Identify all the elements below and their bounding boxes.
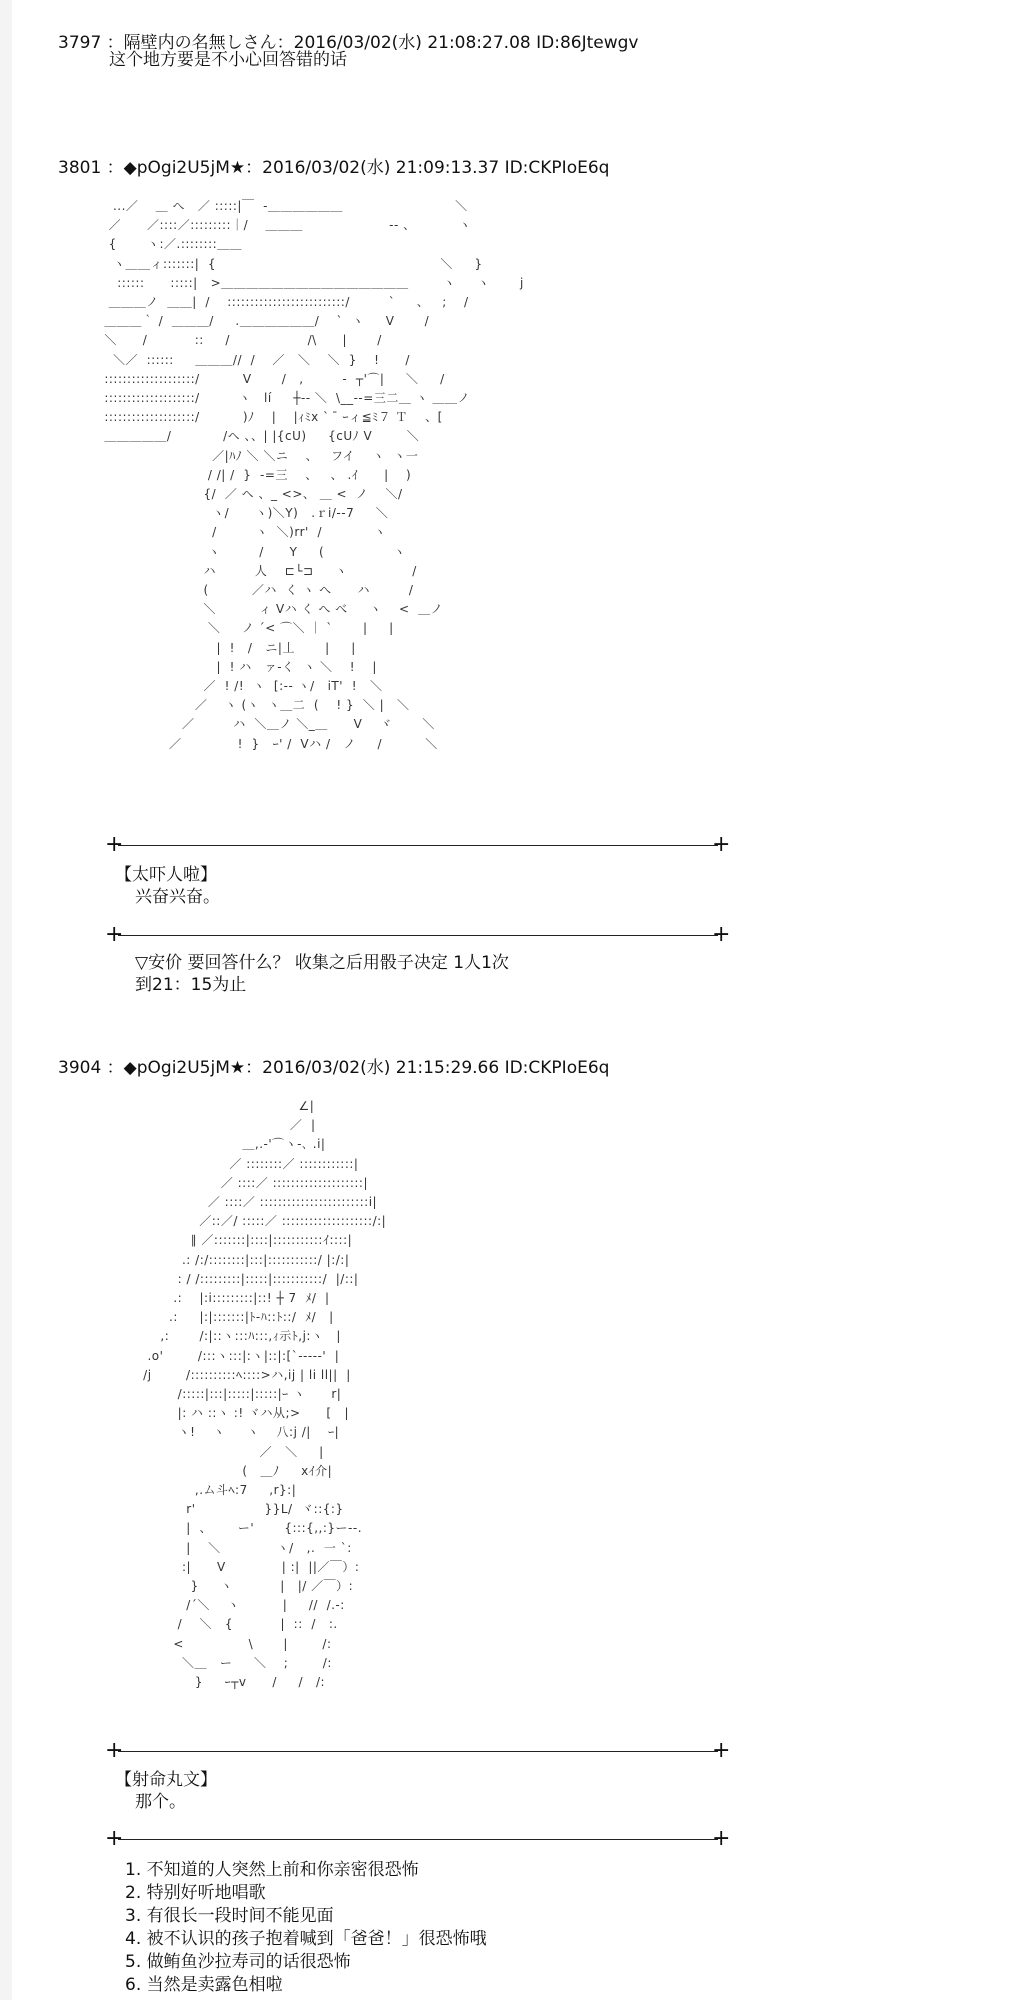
page-left-strip <box>0 0 12 2000</box>
list-item: 5. 做鲔鱼沙拉寿司的话很恐怖 <box>125 1952 351 1972</box>
divider-plus-right: + <box>712 1826 731 1851</box>
post-header-3904: 3904 ：◆pOgi2U5jM★：2016/03/02(水) 21:15:29.66 ID:CKPIoE6q <box>58 1058 610 1078</box>
divider-plus-left: + <box>105 922 124 947</box>
divider-plus-right: + <box>712 1738 731 1763</box>
post-header-3797: 3797 ：隔壁内の名無しさん：2016/03/02(水) 21:08:27.08 ID:86Jtewgv <box>58 33 639 53</box>
speaker-line-3801: 兴奋兴奋。 <box>135 887 220 907</box>
ascii-art-3801: ...／ ＿ へ ／ :::::|￣ -＿＿＿＿＿＿ ＼ ／ ／::::／:::::::::｜/ ＿＿＿ -- 、 ヽ { ヽ:／.::::::::＿＿ ヽ＿＿ィ:::::::| { ＼ } :::::: :::::| >＿＿＿＿＿＿＿＿＿＿＿＿＿＿＿ ヽ ヽ j ＿＿＿ノ ＿＿| / ::::::::::::::::::::::::::/ ` 、 ; / ＿＿＿｀ / ＿＿＿/ .＿＿＿＿＿＿/ ` ヽ V / ＼ / :: / /\ | / ＼／ :::::: ＿＿＿// / ／ ＼ ＼ } ! / ::::::::::::::::::::/ V / , - ┬'⌒| ＼ / ::::::::::::::::::::/ ヽ lí ┼-- ＼ \__--=三二＿ ヽ ＿＿ノ ::::::::::::::::::::/ )ﾉ | |ｨﾐx ` ̄ ｰィ≦ﾐ７ Ｔ 、[ ＿＿＿＿＿/ /ヘ 、、| |{cU) {cUﾉ V ＼ ／|ﾊﾉ ＼ ＼ニ 、 フイ ヽ ヽ一 / /| / } -=三 、 、 .ｲ | ) {/ ／ ヘ 、_ <>、 ＿ < ノ ＼/ ヽ/ ヽ)＼Y) .ｒi/--7 ＼ / ヽ ＼)rr' / ヽ ヽ / Y ( ヽ ハ 人 ⊏└⊐ ヽ / ( ／ハ く ヽ へ ハ / ＼ ィ Vハ く へ べ ヽ < ＿ノ ＼ ノ ´< ⌒＼ ｜ ` | | | ! / ニ|丄 | | | ! ハ ァ-く ヽ ＼ ! | ／ ! /! ヽ [:-- ヽ/ iT' ! ＼ ／ ヽ (ヽ ヽ＿二 ( ! } ＼ | ＼ ／ ハ ＼＿ノ ＼_＿ V ヾ ＼ ／ ! } ｰ' / Vハ / ノ / ＼ <box>104 199 524 751</box>
ascii-art-3904: ∠| ／ | ＿,.-'⌒ヽ-､ .i| ／ ::::::::／ ::::::::::::| ／ ::::／ ::::::::::::::::::::| ／ ::::／ ::::::::::::::::::::::::i| ／::／/ :::::／ ::::::::::::::::::::/:| ∥ ／:::::::|::::|:::::::::::ｲ::::| .: /:/::::::::|:::|:::::::::::/ |:/:| : / /:::::::::|:::::|:::::::::::/ |/::| .: |:i:::::::::|::! ┼ 7 ﾒ/ | .: |:|:::::::|ﾄ-ﾊ::ﾄ::/ ﾒ/ | ,: /:|::ヽ:::ﾊ:::,ｨ示ﾄ,j:ヽ | .o' /:::ヽ:::|:ヽ|::|:[`-----' | /j /::::::::::ﾍ::::>ハ,ij | li ll|| | /:::::|:::|:::::|:::::|ｰ ヽ r| |: ハ ::ヽ :! ヾハ从;> [ | ヽ! ヽ ヽ 八:j /| ｰ| ／ ＼ | ( ＿ﾉ xｲ介| ,.ム斗ﾍ:7 ,r}:| r' }}L/ ヾ::{:} | 、 ー' {:::{,,:}ー--. | ＼ ヽ/ ,. 一 `: :| V | :| ||／￣）: } ヽ | |/ ／￣）: /´＼ ヽ | // /.-: / ＼ { | :: / :. < \ | /: ＼＿ ー ＼ ; /: } ｰ┬v / / /: <box>143 1099 387 1690</box>
divider-plus-right: + <box>712 832 731 857</box>
divider-plus-left: + <box>105 1826 124 1851</box>
divider-line <box>118 1751 718 1752</box>
divider-plus-right: + <box>712 922 731 947</box>
post-header-3801: 3801 ：◆pOgi2U5jM★：2016/03/02(水) 21:09:13.37 ID:CKPIoE6q <box>58 158 610 178</box>
list-item: 1. 不知道的人突然上前和你亲密很恐怖 <box>125 1860 419 1880</box>
vote-prompt-line: ▽安价 要回答什么？ 收集之后用骰子决定 1人1次 <box>135 953 509 973</box>
vote-deadline-line: 到21：15为止 <box>135 975 247 995</box>
divider-plus-left: + <box>105 1738 124 1763</box>
speaker-line-3904: 那个。 <box>135 1792 186 1812</box>
speaker-label-3904: 【射命丸文】 <box>115 1770 217 1790</box>
list-item: 4. 被不认识的孩子抱着喊到「爸爸！」很恐怖哦 <box>125 1929 487 1949</box>
divider-line <box>118 1839 718 1840</box>
speaker-label-3801: 【太吓人啦】 <box>115 865 217 885</box>
divider-line <box>118 935 718 936</box>
list-item: 3. 有很长一段时间不能见面 <box>125 1906 334 1926</box>
post-text-3797: 这个地方要是不小心回答错的话 <box>109 50 347 70</box>
divider-line <box>118 845 718 846</box>
divider-plus-left: + <box>105 832 124 857</box>
list-item: 2. 特别好听地唱歌 <box>125 1883 266 1903</box>
list-item: 6. 当然是卖露色相啦 <box>125 1975 283 1995</box>
